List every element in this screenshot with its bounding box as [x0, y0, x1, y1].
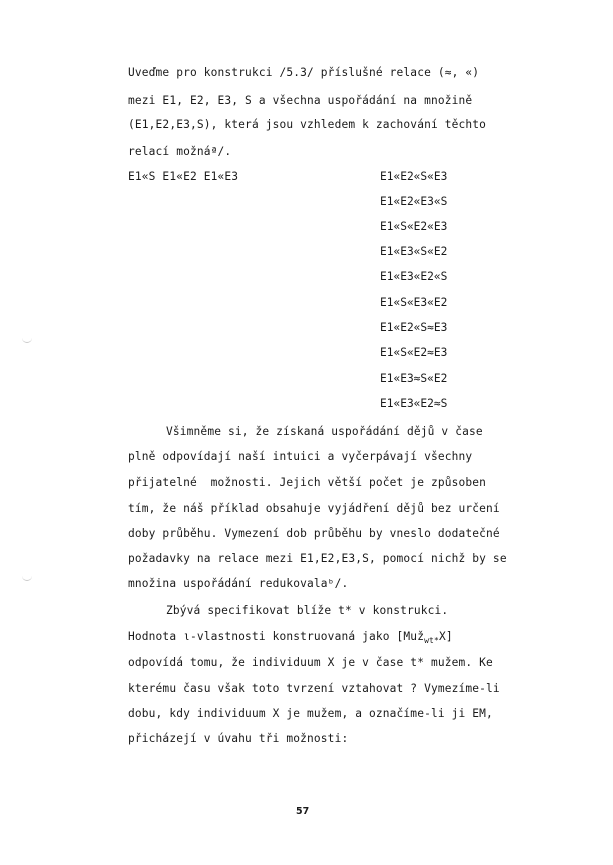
ordering-7: E1«E2«S≈E3	[380, 321, 448, 334]
ordering-10: E1«E3«E2≈S	[380, 397, 448, 410]
paragraph2-line-1: Všimněme si, že získaná uspořádání dějů v čase	[166, 425, 483, 438]
paragraph2-line-2: plně odpovídají naší intuici a vyčerpávají všechny	[128, 450, 473, 463]
paragraph1-line-1: Uveďme pro konstrukci /5.3/ příslušné relace (≈, «)	[128, 66, 480, 79]
paragraph3-line-5: dobu, kdy individuum X je mužem, a označíme-li ji EM,	[128, 707, 493, 720]
construction-tail: X]	[438, 630, 453, 643]
ordering-3: E1«S«E2«E3	[380, 220, 448, 233]
paragraph2-line-7: množina uspořádání redukovalaᵇ/.	[128, 577, 349, 590]
paragraph3-line-2	[128, 630, 453, 648]
paragraph1-line-3: (E1,E2,E3,S), která jsou vzhledem k zachování těchto	[128, 118, 487, 131]
paragraph2-line-6: požadavky na relace mezi E1,E2,E3,S, pomocí nichž by se	[128, 552, 507, 565]
paragraph3-line-6: přicházejí v úvahu tři možnosti:	[128, 732, 349, 745]
paragraph2-line-4: tím, že náš příklad obsahuje vyjádření dějů bez určení	[128, 502, 500, 515]
ordering-1: E1«E2«S«E3	[380, 170, 448, 183]
ordering-8: E1«S«E2≈E3	[380, 346, 448, 359]
page-number: 57	[296, 806, 310, 817]
ordering-6: E1«S«E3«E2	[380, 296, 448, 309]
paragraph3-line-3: odpovídá tomu, že individuum X je v čase t* mužem. Ke	[128, 656, 493, 669]
ordering-5: E1«E3«E2«S	[380, 270, 448, 283]
ordering-2: E1«E2«E3«S	[380, 195, 448, 208]
binding-mark-lower	[22, 574, 32, 581]
paragraph3-line-4: kterému času však toto tvrzení vztahovat ? Vymezíme-li	[128, 682, 500, 695]
ordering-4: E1«E3«S«E2	[380, 245, 448, 258]
paragraph1-line-2: mezi E1, E2, E3, S a všechna uspořádání na množině	[128, 94, 473, 107]
paragraph3-line-2-text: Hodnota ι-vlastnosti konstruovaná jako [Muž	[128, 630, 425, 643]
ordering-9: E1«E3≈S«E2	[380, 372, 448, 385]
paragraph3-line-1: Zbývá specifikovat blíže t* v konstrukci.	[166, 604, 449, 617]
binding-mark-upper	[22, 336, 32, 343]
paragraph1-line-4: relací možnáª/.	[128, 145, 232, 158]
base-relations: E1«S E1«E2 E1«E3	[128, 170, 239, 183]
paragraph2-line-3: přijatelné možnosti. Jejich větší počet je způsoben	[128, 476, 487, 489]
construction-subscript: wt*	[424, 636, 439, 646]
paragraph2-line-5: doby průběhu. Vymezení dob průběhu by vneslo dodatečné	[128, 527, 500, 540]
